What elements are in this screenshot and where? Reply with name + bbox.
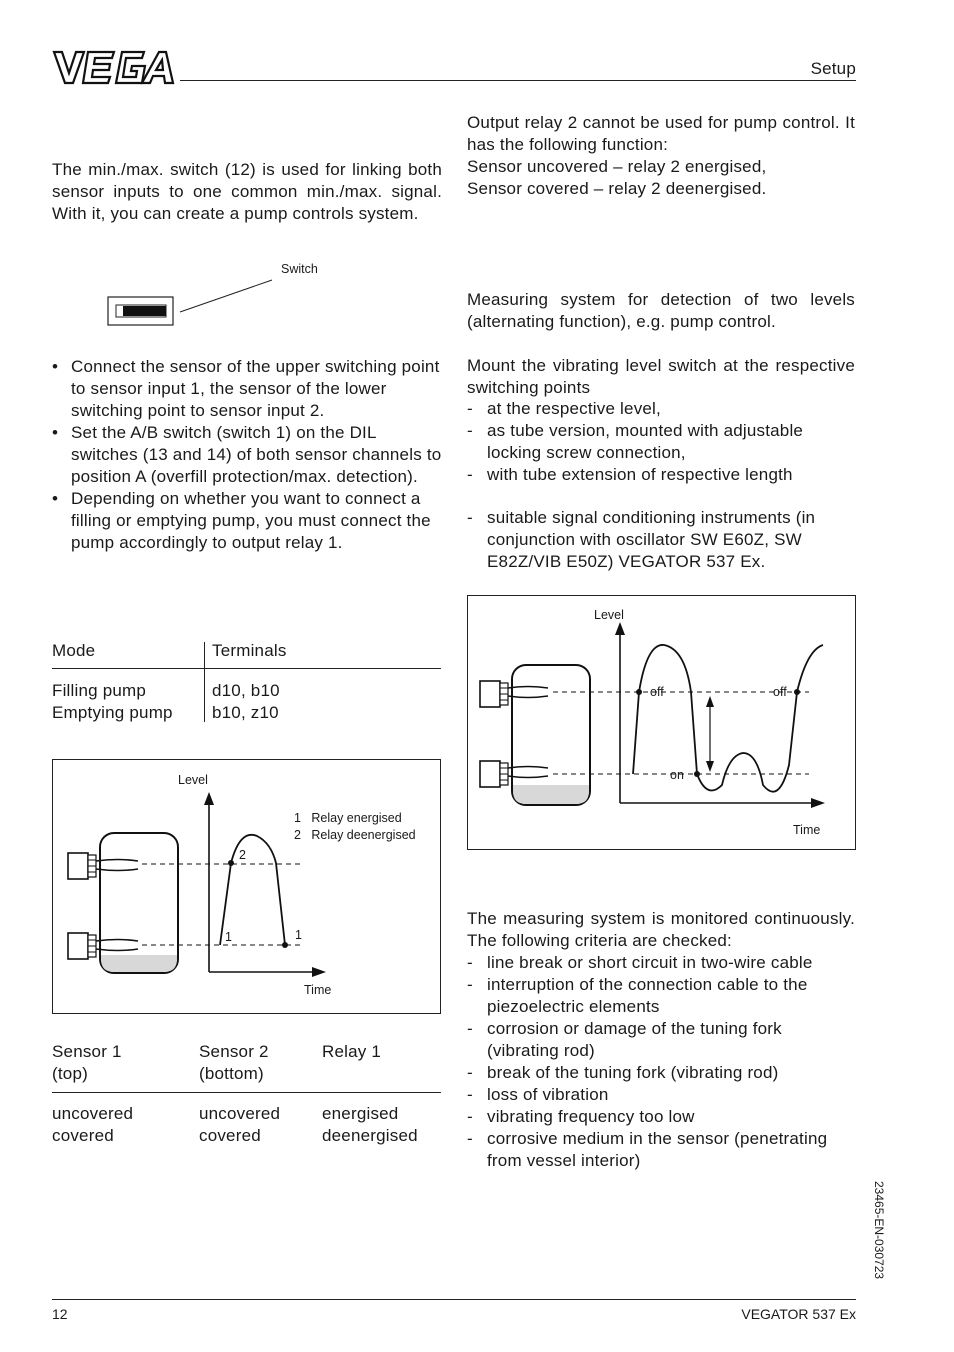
terminals-header: Terminals	[212, 641, 287, 660]
mode-header: Mode	[52, 641, 96, 660]
diagram1-mark-1-left: 1	[225, 930, 232, 944]
diagram1-mark-1-right: 1	[295, 928, 302, 942]
diagram1-time-label: Time	[304, 983, 332, 997]
list-item: - line break or short circuit in two-wire cable	[467, 952, 855, 974]
list-item: • Depending on whether you want to connect a filling or emptying pump, you must connect the pump accordingly to output relay 1.	[52, 488, 442, 554]
switch-illustration	[100, 270, 330, 330]
measuring-paragraph: Measuring system for detection of two levels (alternating function), e.g. pump control.	[467, 290, 855, 331]
table-cell: energised	[322, 1104, 399, 1123]
diagram2-off-label-2: off	[773, 685, 787, 699]
relay-diagram	[52, 759, 441, 1014]
relay1-header: Relay 1	[322, 1042, 382, 1061]
pump-diagram	[467, 595, 856, 850]
page-number: 12	[52, 1306, 68, 1322]
list-item: - corrosive medium in the sensor (penetrating from vessel interior)	[467, 1128, 855, 1172]
table-cell: d10, b10	[212, 681, 280, 700]
mount-paragraph: Mount the vibrating level switch at the respective switching points	[467, 356, 855, 397]
table-cell: deenergised	[322, 1126, 418, 1145]
diagram2-on-label: on	[670, 768, 684, 782]
diagram1-legend-1: 1 Relay energised	[294, 811, 402, 825]
table-cell: uncovered	[199, 1104, 281, 1123]
list-item: - interruption of the connection cable to the piezoelectric elements	[467, 974, 855, 1018]
vega-logo	[52, 48, 176, 86]
monitor-paragraph: The measuring system is monitored continuously. The following criteria are checked:	[467, 909, 855, 950]
monitor-list	[467, 952, 855, 1172]
list-item: - with tube extension of respective length	[467, 464, 855, 486]
table-cell: uncovered	[52, 1104, 134, 1123]
table-cell: covered	[52, 1126, 114, 1145]
diagram1-legend-2: 2 Relay deenergised	[294, 828, 416, 842]
diagram2-level-label: Level	[594, 608, 624, 622]
section-title: Setup	[810, 59, 856, 78]
relay2-paragraph: Output relay 2 cannot be used for pump control. It has the following function: Sensor uncovered – relay 2 energised, Sensor covered – relay 2 deenergised.	[467, 113, 855, 198]
footer-rule	[52, 1299, 856, 1300]
table-cell: covered	[199, 1126, 261, 1145]
diagram2-off-label-1: off	[650, 685, 664, 699]
list-item: - loss of vibration	[467, 1084, 855, 1106]
list-item: • Set the A/B switch (switch 1) on the DIL switches (13 and 14) of both sensor channels to position A (overfill protection/max. detection).	[52, 422, 442, 488]
signal-list	[467, 507, 855, 573]
diagram2-time-label: Time	[793, 823, 821, 837]
product-name: VEGATOR 537 Ex	[741, 1306, 856, 1322]
list-item: - suitable signal conditioning instruments (in conjunction with oscillator SW E60Z, SW E82Z/VIB E50Z) VEGATOR 537 Ex.	[467, 507, 855, 573]
switch-label: Switch	[281, 262, 318, 276]
list-item: - corrosion or damage of the tuning fork (vibrating rod)	[467, 1018, 855, 1062]
header-rule	[180, 80, 856, 81]
sensor1-header: Sensor 1 (top)	[52, 1042, 122, 1083]
table-cell: Emptying pump	[52, 703, 173, 722]
list-item: - break of the tuning fork (vibrating rod)	[467, 1062, 855, 1084]
list-item: - at the respective level,	[467, 398, 855, 420]
list-item: • Connect the sensor of the upper switching point to sensor input 1, the sensor of the lower switching point to sensor input 2.	[52, 356, 442, 422]
table-cell: Filling pump	[52, 681, 147, 700]
document-code: 23465-EN-030723	[872, 1181, 886, 1280]
list-item: - vibrating frequency too low	[467, 1106, 855, 1128]
diagram1-mark-2: 2	[239, 848, 246, 862]
sensor-table-rule	[52, 1092, 441, 1093]
setup-steps	[52, 356, 442, 554]
table-cell: b10, z10	[212, 703, 279, 722]
sensor2-header: Sensor 2 (bottom)	[199, 1042, 269, 1083]
intro-paragraph: The min./max. switch (12) is used for linking both sensor inputs to one common min./max. signal. With it, you can create a pump controls system.	[52, 160, 442, 223]
mount-list	[467, 398, 855, 486]
mode-table-rule	[52, 668, 441, 669]
mode-column-divider	[204, 642, 205, 722]
list-item: - as tube version, mounted with adjustable locking screw connection,	[467, 420, 855, 464]
diagram1-level-label: Level	[178, 773, 208, 787]
